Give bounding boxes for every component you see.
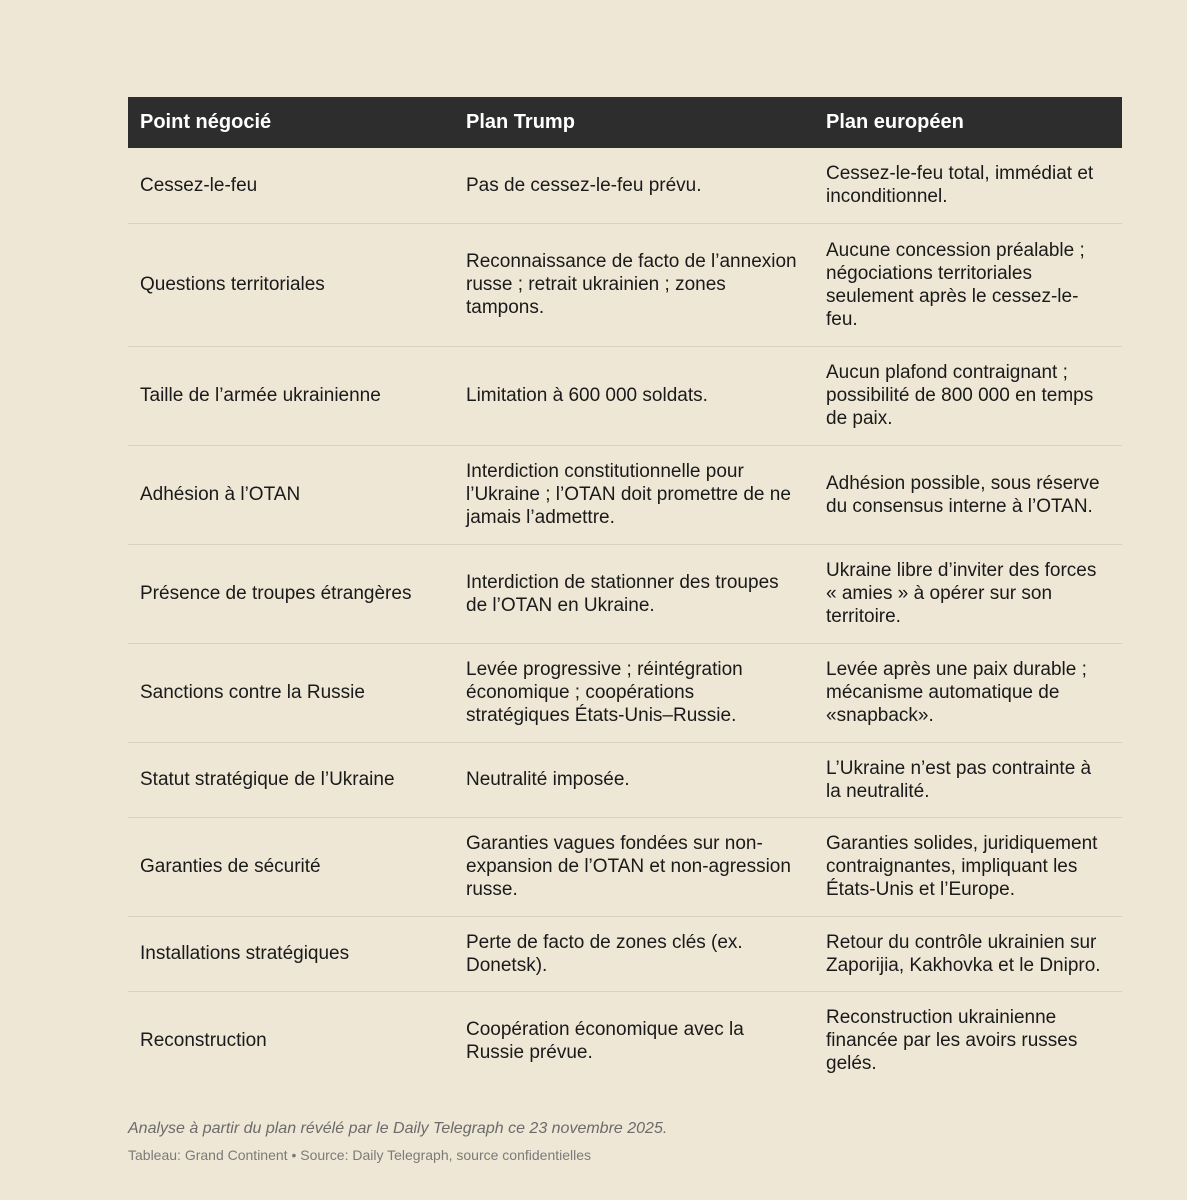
cell-plan-trump: Interdiction constitutionnelle pour l’Ukraine ; l’OTAN doit promettre de ne jamais l’admettre.: [454, 445, 814, 544]
cell-plan-europeen: L’Ukraine n’est pas contrainte à la neutralité.: [814, 742, 1122, 817]
cell-plan-europeen: Garanties solides, juridiquement contraignantes, impliquant les États-Unis et l’Europe.: [814, 817, 1122, 916]
table-row: [128, 544, 1122, 643]
cell-point: Cessez-le-feu: [128, 148, 454, 223]
cell-plan-trump: Reconnaissance de facto de l’annexion russe ; retrait ukrainien ; zones tampons.: [454, 223, 814, 346]
header-row: [128, 97, 1122, 148]
cell-point: Adhésion à l’OTAN: [128, 445, 454, 544]
comparison-table-container: [128, 97, 1122, 1090]
cell-point: Garanties de sécurité: [128, 817, 454, 916]
source-credit: Tableau: Grand Continent • Source: Daily Telegraph, source confidentielles: [128, 1147, 592, 1163]
cell-plan-europeen: Adhésion possible, sous réserve du consensus interne à l’OTAN.: [814, 445, 1122, 544]
cell-point: Taille de l’armée ukrainienne: [128, 346, 454, 445]
table-row: [128, 643, 1122, 742]
cell-plan-trump: Coopération économique avec la Russie prévue.: [466, 1018, 744, 1063]
table-row: [128, 445, 1122, 544]
cell-plan-europeen: Cessez-le-feu total, immédiat et inconditionnel.: [814, 148, 1122, 223]
cell-point: Présence de troupes étrangères: [128, 544, 454, 643]
cell-point: Questions territoriales: [128, 223, 454, 346]
analysis-note: Analyse à partir du plan révélé par le Daily Telegraph ce 23 novembre 2025.: [128, 1120, 668, 1137]
table-row: [128, 991, 1122, 1090]
cell-point: Statut stratégique de l’Ukraine: [128, 742, 454, 817]
cell-plan-europeen: Levée après une paix durable ; mécanisme automatique de «snapback».: [814, 643, 1122, 742]
table-header: [128, 97, 1122, 148]
cell-plan-trump: Garanties vagues fondées sur non-expansion de l’OTAN et non-agression russe.: [454, 817, 814, 916]
header-plan-europeen: Plan européen: [826, 111, 964, 133]
cell-plan-trump: Pas de cessez-le-feu prévu.: [454, 148, 814, 223]
comparison-table: [128, 97, 1122, 1090]
cell-plan-europeen: Retour du contrôle ukrainien sur Zaporijia, Kakhovka et le Dnipro.: [814, 916, 1122, 991]
cell-plan-europeen: Aucun plafond contraignant ; possibilité de 800 000 en temps de paix.: [814, 346, 1122, 445]
table-footer: [128, 1118, 1122, 1165]
table-row: [128, 742, 1122, 817]
table-row: [128, 346, 1122, 445]
cell-plan-europeen: Reconstruction ukrainienne financée par les avoirs russes gelés.: [826, 1007, 1078, 1075]
header-plan-trump: Plan Trump: [466, 111, 575, 133]
cell-plan-trump: Interdiction de stationner des troupes de l’OTAN en Ukraine.: [454, 544, 814, 643]
cell-plan-trump: Neutralité imposée.: [454, 742, 814, 817]
cell-point: Reconstruction: [140, 1030, 267, 1052]
cell-plan-europeen: Aucune concession préalable ; négociations territoriales seulement après le cessez-le-feu.: [814, 223, 1122, 346]
cell-plan-trump: Perte de facto de zones clés (ex. Donetsk).: [454, 916, 814, 991]
table-row: [128, 817, 1122, 916]
cell-plan-trump: Limitation à 600 000 soldats.: [454, 346, 814, 445]
table-row: [128, 223, 1122, 346]
header-point-negocie: Point négocié: [140, 111, 272, 133]
table-body: [128, 148, 1122, 1090]
cell-point: Installations stratégiques: [128, 916, 454, 991]
cell-point: Sanctions contre la Russie: [128, 643, 454, 742]
table-row: [128, 148, 1122, 223]
table-row: [128, 916, 1122, 991]
cell-plan-trump: Levée progressive ; réintégration économique ; coopérations stratégiques États-Unis–Russie.: [454, 643, 814, 742]
cell-plan-europeen: Ukraine libre d’inviter des forces « amies » à opérer sur son territoire.: [814, 544, 1122, 643]
